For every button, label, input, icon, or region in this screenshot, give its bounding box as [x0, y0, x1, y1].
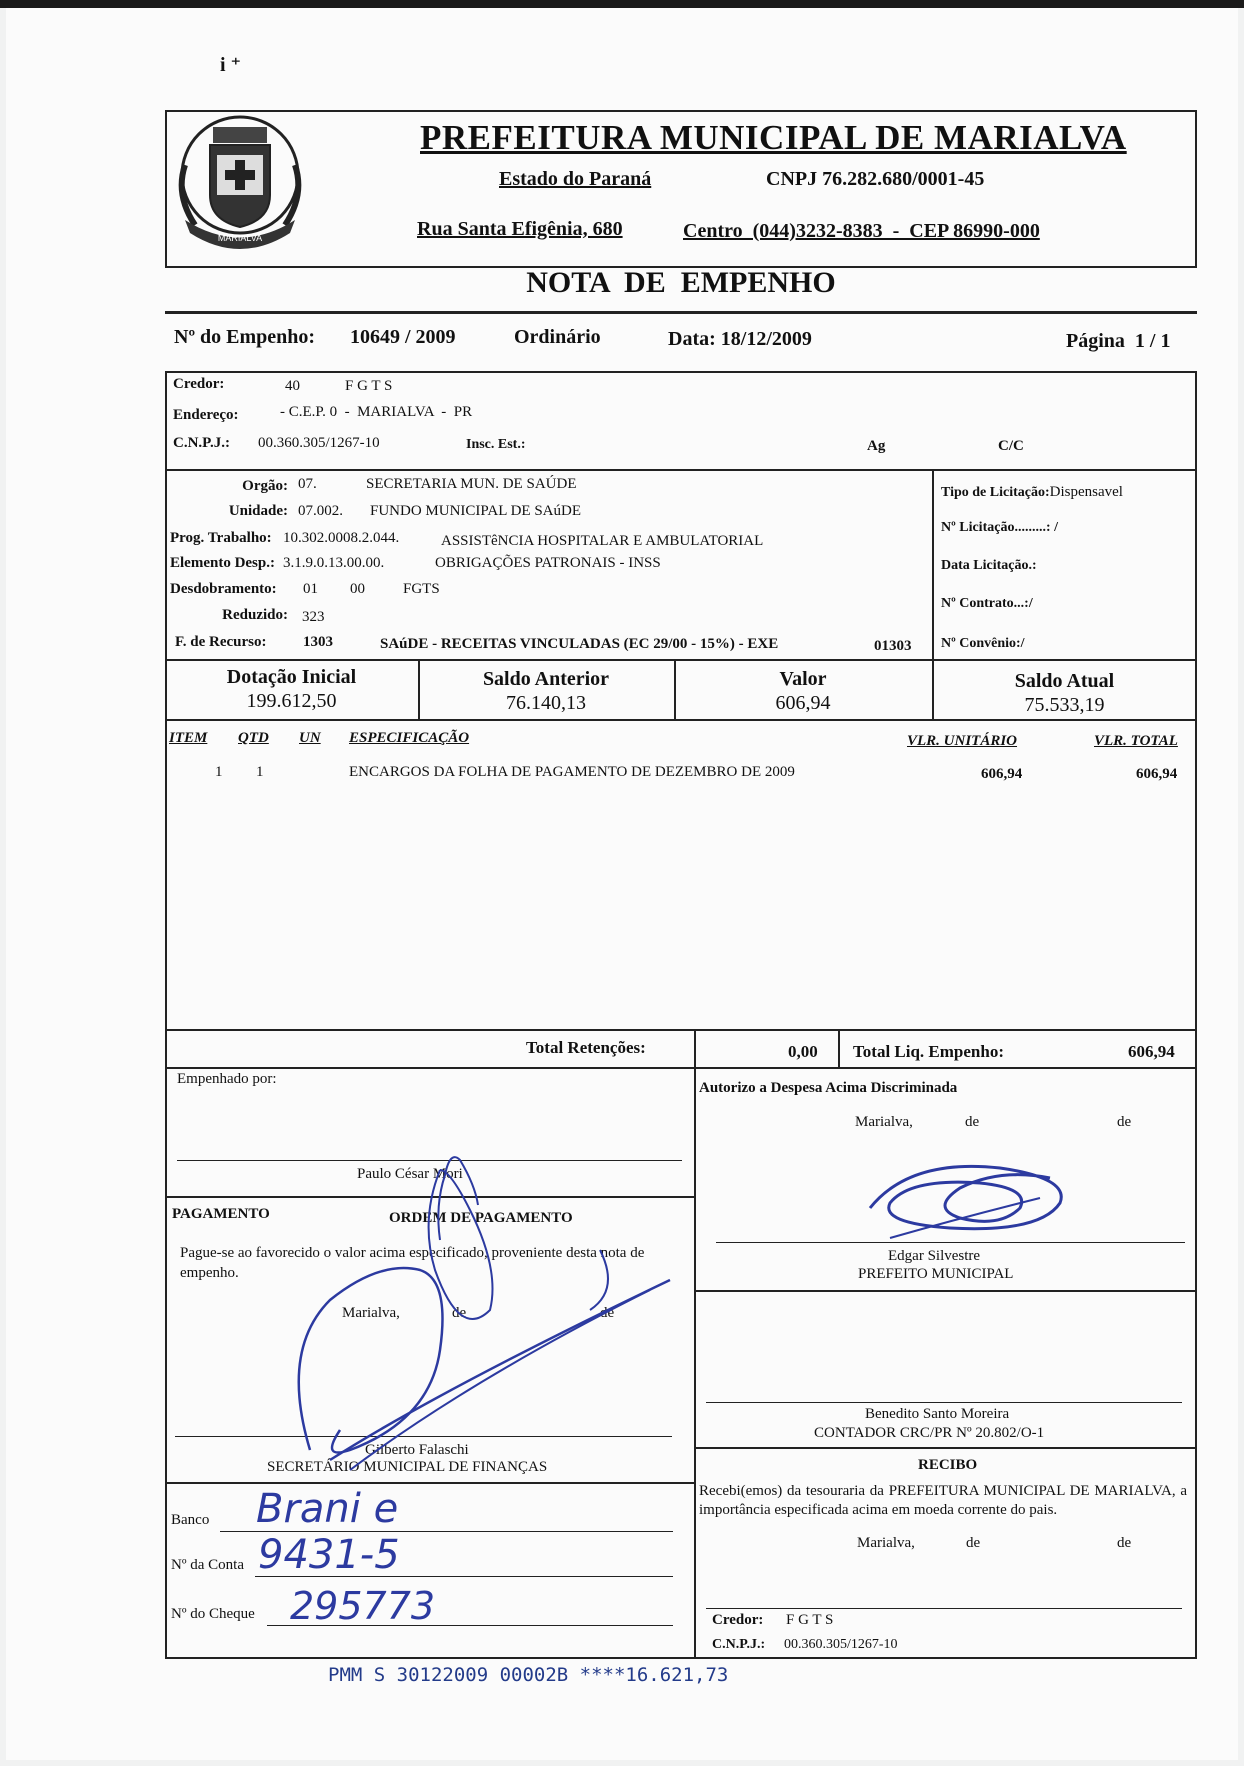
top-mark: i ⁺: [220, 54, 242, 76]
items-header-spec: ESPECIFICAÇÃO: [349, 730, 470, 746]
recurso-code-2: 01303: [874, 638, 912, 654]
document-title: NOTA DE EMPENHO: [526, 266, 836, 299]
unidade-code: 07.002.: [298, 503, 343, 519]
ag-label: Ag: [867, 438, 886, 454]
endereco-label: Endereço:: [173, 407, 239, 423]
elemento-label: Elemento Desp.:: [170, 555, 275, 571]
left-de-2: de: [600, 1305, 615, 1321]
dotacao-inicial-label: Dotação Inicial: [226, 666, 357, 688]
credor-name: F G T S: [345, 378, 393, 394]
elemento-code: 3.1.9.0.13.00.00.: [283, 555, 385, 571]
total-liq-value: 606,94: [1128, 1042, 1175, 1061]
prefeito-name: Edgar Silvestre: [888, 1248, 981, 1264]
total-retencoes-value: 0,00: [788, 1042, 818, 1061]
left-de-1: de: [452, 1305, 467, 1321]
empenho-number: 10649 / 2009: [350, 326, 456, 348]
scan-top-border: [0, 0, 1244, 8]
recibo-cnpj-value: 00.360.305/1267-10: [784, 1637, 898, 1652]
elemento-name: OBRIGAÇÕES PATRONAIS - INSS: [435, 555, 661, 571]
header-contact: Centro (044)3232-8383 - CEP 86990-000: [683, 220, 1040, 242]
totals-divider-1: [694, 1029, 696, 1069]
credor-code: 40: [285, 378, 300, 394]
pagamento-label: PAGAMENTO: [172, 1206, 270, 1222]
empenho-date: Data: 18/12/2009: [668, 328, 812, 350]
cheque-handwritten: 295773: [290, 1584, 436, 1628]
right-de-2: de: [1117, 1114, 1132, 1130]
recibo-signature-line: [706, 1608, 1182, 1609]
contador-name: Benedito Santo Moreira: [865, 1406, 1010, 1422]
recibo-divider: [694, 1447, 1197, 1449]
reduzido-value: 323: [302, 609, 325, 625]
cheque-label: Nº do Cheque: [171, 1606, 255, 1622]
contador-section-divider: [694, 1290, 1197, 1292]
orgao-name: SECRETARIA MUN. DE SAÚDE: [366, 476, 577, 492]
recibo-text: Recebi(emos) da tesouraria da PREFEITURA MUNICIPAL DE MARIALVA, a importância especificada acima em moeda corrente do pais.: [699, 1483, 1187, 1518]
empenho-number-label: Nº do Empenho:: [174, 326, 316, 348]
tipo-licitacao-label-text: Tipo de Licitação:: [941, 485, 1050, 500]
endereco-value: - C.E.P. 0 - MARIALVA - PR: [280, 404, 473, 420]
signature-financas-icon: [290, 1150, 680, 1480]
recibo-credor-value: F G T S: [786, 1612, 834, 1628]
desdobramento-name: FGTS: [403, 581, 440, 597]
signatures-vertical-divider: [694, 1067, 696, 1659]
cc-label: C/C: [998, 438, 1024, 454]
contador-signature-line: [706, 1402, 1182, 1403]
tipo-licitacao-value: Dispensavel: [1049, 484, 1123, 500]
item-row-unit: 606,94: [981, 766, 1023, 782]
prefeito-role: PREFEITO MUNICIPAL: [858, 1266, 1014, 1282]
page-number: Página 1 / 1: [1066, 330, 1171, 352]
recibo-label: RECIBO: [918, 1457, 978, 1473]
financas-role: SECRETÁRIO MUNICIPAL DE FINANÇAS: [267, 1459, 548, 1475]
prog-code: 10.302.0008.2.044.: [283, 530, 400, 546]
recibo-credor-label: Credor:: [712, 1612, 764, 1628]
credor-box: [165, 371, 1197, 471]
recurso-code: 1303: [303, 634, 333, 650]
item-row-qtd: 1: [256, 764, 264, 780]
items-header-un: UN: [299, 730, 321, 746]
dotacao-inicial-value: 199.612,50: [246, 690, 337, 712]
valor-label: Valor: [779, 668, 827, 690]
desdobramento-a: 01: [303, 581, 318, 597]
empenhado-por-label: Empenhado por:: [177, 1071, 277, 1087]
municipal-seal-icon: [165, 105, 315, 255]
cnpj-label: C.N.P.J.:: [173, 435, 230, 451]
signature-prefeito-icon: [850, 1148, 1090, 1258]
saldo-anterior-value: 76.140,13: [506, 692, 586, 714]
saldo-atual-label: Saldo Atual: [1014, 670, 1115, 692]
item-row-spec: ENCARGOS DA FOLHA DE PAGAMENTO DE DEZEMBRO DE 2009: [349, 764, 795, 780]
header-cnpj: CNPJ 76.282.680/0001-45: [766, 168, 985, 190]
desdobramento-label: Desdobramento:: [170, 581, 277, 597]
header-title: PREFEITURA MUNICIPAL DE MARIALVA: [420, 118, 1127, 157]
desdobramento-b: 00: [350, 581, 365, 597]
ordem-pagamento-text: Pague-se ao favorecido o valor acima especificado, proveniente desta nota de empenho.: [180, 1245, 645, 1281]
orgao-label: Orgão:: [242, 478, 288, 494]
tipo-licitacao-label: [941, 484, 1123, 501]
valor-value: 606,94: [775, 692, 831, 714]
prog-label: Prog. Trabalho:: [170, 530, 272, 546]
recurso-label: F. de Recurso:: [175, 634, 267, 650]
totals-box: [165, 1029, 1197, 1069]
prog-name: ASSISTêNCIA HOSPITALAR E AMBULATORIAL: [441, 533, 764, 549]
credor-label: Credor:: [173, 376, 225, 392]
total-retencoes-label: Total Retenções:: [526, 1038, 646, 1057]
right-city: Marialva,: [855, 1114, 913, 1130]
conta-handwritten: 9431-5: [258, 1532, 400, 1578]
recibo-city: Marialva,: [857, 1535, 915, 1551]
recurso-name: SAúDE - RECEITAS VINCULADAS (EC 29/00 - 15%) - EXE: [380, 636, 779, 652]
insc-label: Insc. Est.:: [466, 437, 526, 452]
header-address: Rua Santa Efigênia, 680: [417, 218, 623, 240]
numero-contrato: Nº Contrato...:/: [941, 596, 1033, 611]
conta-label: Nº da Conta: [171, 1557, 244, 1573]
banco-handwritten: Brani e: [256, 1486, 399, 1532]
licitacao-divider: [932, 469, 934, 661]
recibo-de-1: de: [966, 1535, 981, 1551]
financas-name: Gilberto Falaschi: [365, 1442, 469, 1458]
saldo-atual-value: 75.533,19: [1024, 694, 1105, 716]
numero-convenio: Nº Convênio:/: [941, 636, 1025, 651]
banco-label: Banco: [171, 1512, 210, 1528]
items-header-qtd: QTD: [238, 730, 269, 746]
recibo-cnpj-label: C.N.P.J.:: [712, 1637, 766, 1652]
cnpj-value: 00.360.305/1267-10: [258, 435, 380, 451]
saldo-anterior-label: Saldo Anterior: [482, 668, 610, 690]
empenho-type: Ordinário: [514, 326, 601, 348]
items-header-item: ITEM: [169, 730, 208, 746]
right-de-1: de: [965, 1114, 980, 1130]
header-state: Estado do Paraná: [499, 168, 652, 190]
items-header-total: VLR. TOTAL: [1094, 733, 1178, 749]
item-row-total: 606,94: [1136, 766, 1178, 782]
totals-divider-2: [838, 1029, 840, 1069]
items-header-unit: VLR. UNITÁRIO: [907, 733, 1018, 749]
data-licitacao: Data Licitação.:: [941, 558, 1037, 573]
reduzido-label: Reduzido:: [222, 607, 288, 623]
banco-divider: [165, 1482, 694, 1484]
item-row-item: 1: [215, 764, 223, 780]
mechanical-stamp: PMM S 30122009 00002B ****16.621,73: [328, 1664, 729, 1686]
title-divider: [165, 311, 1197, 314]
unidade-name: FUNDO MUNICIPAL DE SAúDE: [370, 503, 581, 519]
recibo-de-2: de: [1117, 1535, 1132, 1551]
ordem-pagamento-label: ORDEM DE PAGAMENTO: [389, 1210, 573, 1226]
total-liq-label: Total Liq. Empenho:: [853, 1042, 1004, 1061]
svg-text:MARIALVA: MARIALVA: [217, 233, 263, 243]
empenhado-name: Paulo César Mori: [357, 1166, 463, 1182]
left-city: Marialva,: [342, 1305, 400, 1321]
autorizo-label: Autorizo a Despesa Acima Discriminada: [699, 1080, 958, 1096]
orgao-code: 07.: [298, 476, 317, 492]
unidade-label: Unidade:: [228, 503, 288, 519]
numero-licitacao: Nº Licitação.........: /: [941, 520, 1058, 535]
contador-role: CONTADOR CRC/PR Nº 20.802/O-1: [814, 1425, 1045, 1441]
